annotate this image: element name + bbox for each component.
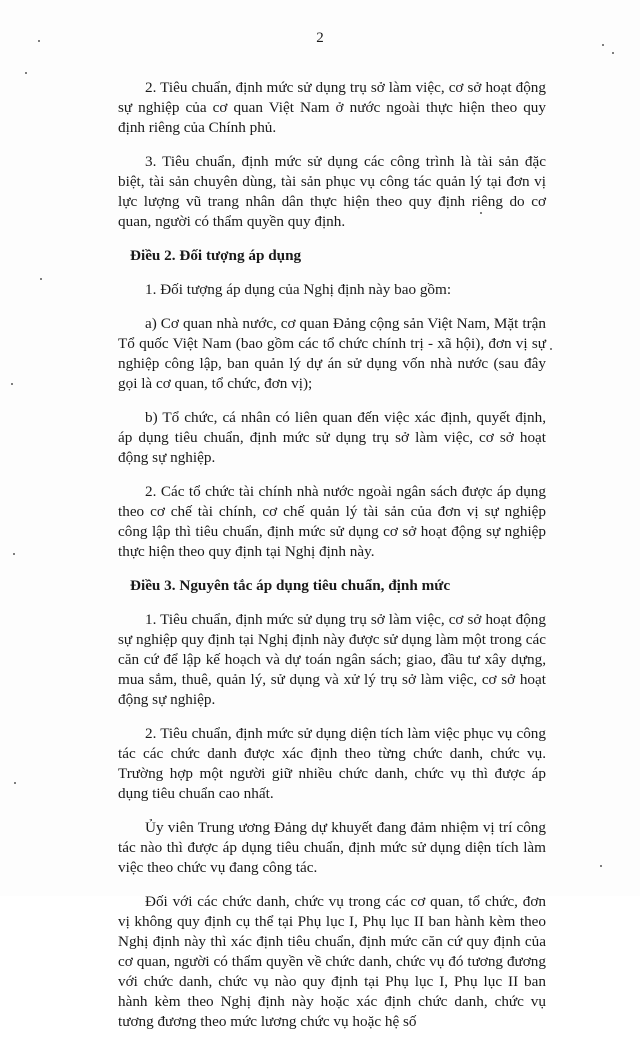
article-2-heading: Điều 2. Đối tượng áp dụng	[130, 247, 302, 264]
article-3-paragraph: 2. Tiêu chuẩn, định mức sử dụng diện tích làm việc phục vụ công tác các chức danh được xác định theo từng chức danh, chức vụ. Trường hợp một người giữ nhiều chức danh, chức vụ thì được áp dụng tiêu chuẩn cao nhất.	[118, 725, 546, 802]
article-2-paragraph: 2. Các tổ chức tài chính nhà nước ngoài ngân sách được áp dụng theo cơ chế tài chính, cơ chế quản lý tài sản của đơn vị sự nghiệp công lập thì tiêu chuẩn, định mức sử dụng cơ sở hoạt động sự nghiệp thực hiện theo quy định tại Nghị định này.	[118, 483, 546, 560]
scan-speck	[13, 553, 15, 555]
scan-speck	[40, 278, 42, 280]
document-body	[118, 78, 546, 1044]
scan-speck	[612, 52, 614, 54]
article-2-paragraph: 1. Đối tượng áp dụng của Nghị định này bao gồm:	[145, 281, 452, 298]
scan-speck	[38, 40, 40, 42]
scan-speck	[25, 72, 27, 74]
article-3-paragraph: 1. Tiêu chuẩn, định mức sử dụng trụ sở làm việc, cơ sở hoạt động sự nghiệp quy định tại Nghị định này được sử dụng làm một trong các căn cứ để lập kế hoạch và dự toán ngân sách; giao, đầu tư xây dựng, mua sắm, thuê, quản lý, sử dụng và xử lý trụ sở làm việc, cơ sở hoạt động sự nghiệp.	[118, 611, 546, 708]
page-number: 2	[316, 30, 324, 46]
article-2-paragraph: b) Tổ chức, cá nhân có liên quan đến việc xác định, quyết định, áp dụng tiêu chuẩn, định mức sử dụng trụ sở làm việc, cơ sở hoạt động sự nghiệp.	[118, 409, 546, 466]
article-3-paragraph: Ủy viên Trung ương Đảng dự khuyết đang đảm nhiệm vị trí công tác nào thì được áp dụng tiêu chuẩn, định mức sử dụng diện tích làm việc theo chức vụ đang công tác.	[118, 819, 546, 876]
scan-speck	[600, 865, 602, 867]
scan-speck	[602, 44, 604, 46]
article-2-paragraph: a) Cơ quan nhà nước, cơ quan Đảng cộng sản Việt Nam, Mặt trận Tổ quốc Việt Nam (bao gồm các tổ chức chính trị - xã hội), đơn vị sự nghiệp công lập, ban quản lý dự án sử dụng vốn nhà nước (sau đây gọi là cơ quan, tổ chức, đơn vị);	[118, 315, 546, 392]
scan-speck	[14, 782, 16, 784]
article-3-paragraph: Đối với các chức danh, chức vụ trong các cơ quan, tổ chức, đơn vị không quy định cụ thể tại Phụ lục I, Phụ lục II ban hành kèm theo Nghị định này thì xác định tiêu chuẩn, định mức căn cứ quy định của cơ quan, người có thẩm quyền về chức danh, chức vụ đó tương đương với chức danh, chức vụ nào quy định tại Phụ lục I, Phụ lục II ban hành kèm theo Nghị định này hoặc xác định chức danh, chức vụ tương đương theo mức lương chức vụ hoặc hệ số	[118, 893, 546, 1030]
paragraph-intro-1: 2. Tiêu chuẩn, định mức sử dụng trụ sở làm việc, cơ sở hoạt động sự nghiệp của cơ quan Việt Nam ở nước ngoài thực hiện theo quy định riêng của Chính phủ.	[118, 79, 546, 136]
paragraph-intro-2: 3. Tiêu chuẩn, định mức sử dụng các công trình là tài sản đặc biệt, tài sản chuyên dùng, tài sản phục vụ công tác quản lý tại đơn vị lực lượng vũ trang nhân dân thực hiện theo quy định riêng do cơ quan, người có thẩm quyền quy định.	[118, 153, 546, 230]
scan-speck	[11, 383, 13, 385]
scan-speck	[550, 348, 552, 350]
article-3-heading: Điều 3. Nguyên tắc áp dụng tiêu chuẩn, định mức	[130, 577, 451, 594]
scan-speck	[480, 212, 482, 214]
